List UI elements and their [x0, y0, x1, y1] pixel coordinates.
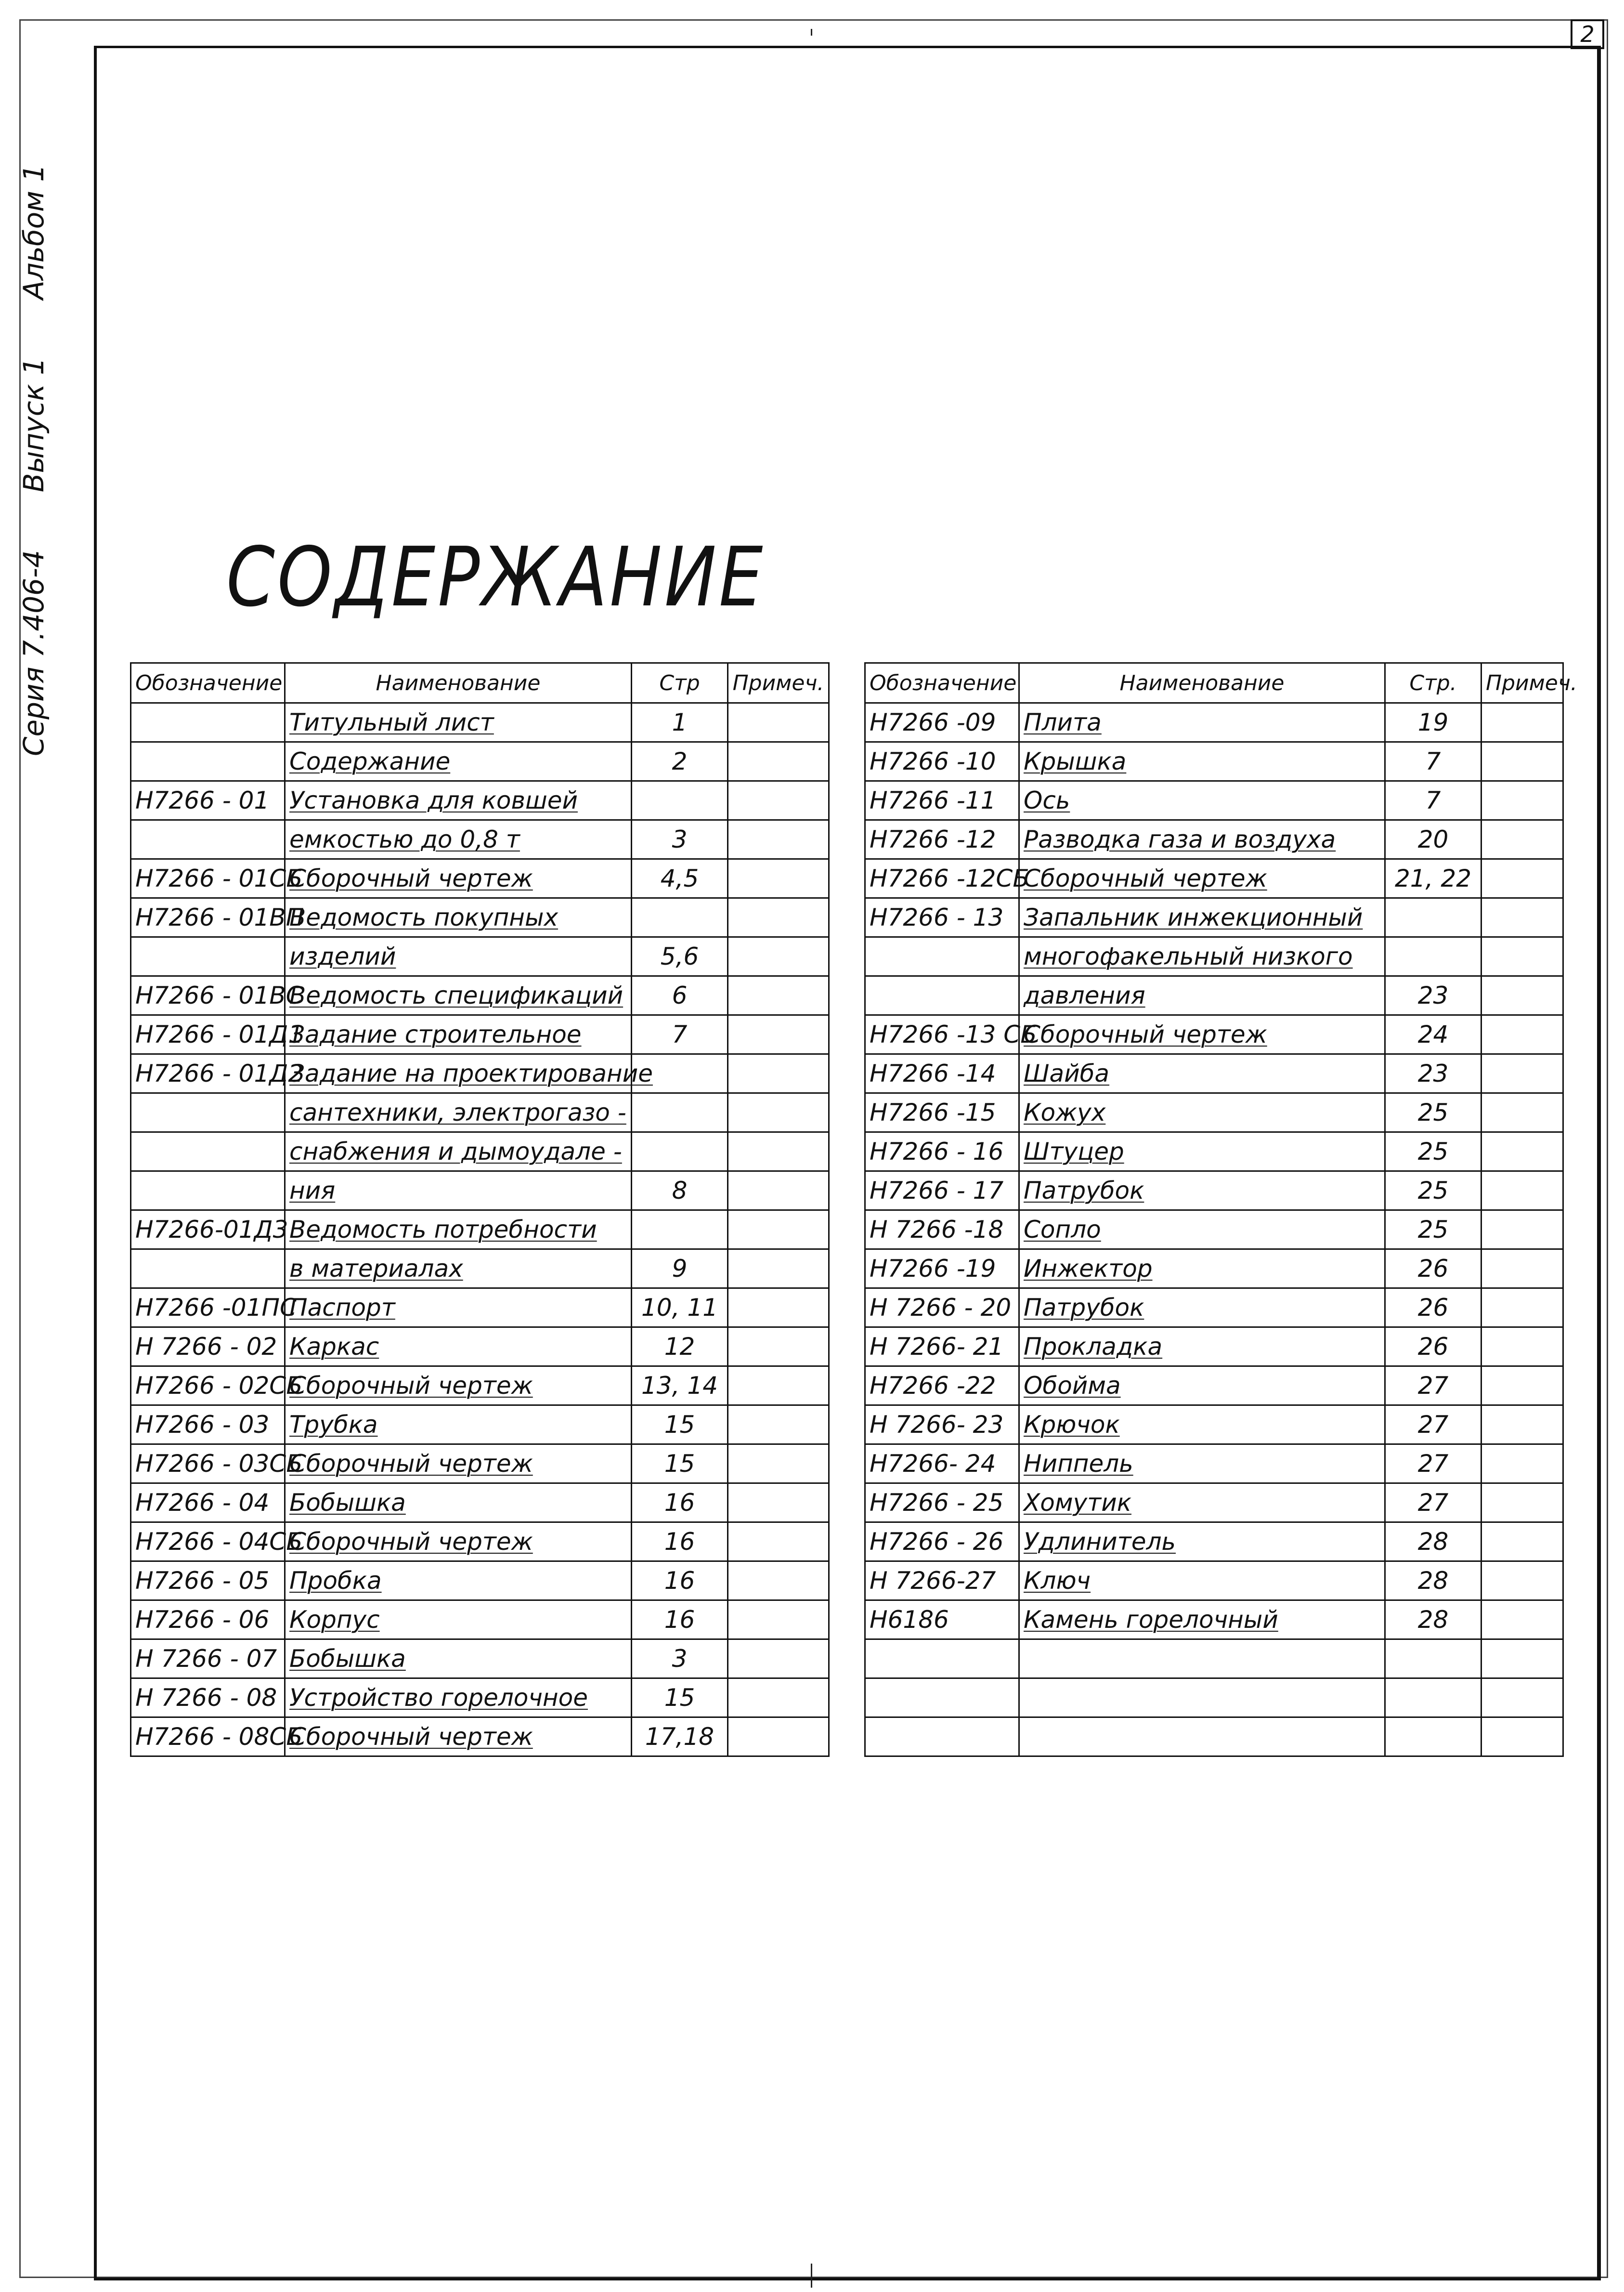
cell-designation: Н7266 - 01ВС [131, 976, 285, 1015]
cell-page [632, 1132, 728, 1171]
cell-note [1481, 1678, 1563, 1717]
header-note: Примеч. [728, 663, 829, 703]
cell-note [728, 1405, 829, 1444]
table-row [131, 1015, 829, 1054]
table-row [131, 898, 829, 937]
cell-name: Корпус [285, 1600, 632, 1639]
table-row [865, 1522, 1563, 1561]
cell-name: Сборочный чертеж [285, 1717, 632, 1756]
table-row [131, 1132, 829, 1171]
cell-designation: Н7266 - 03СБ [131, 1444, 285, 1483]
cell-note [1481, 1600, 1563, 1639]
binding-tick-bottom [811, 2264, 812, 2288]
toc-left-body [131, 703, 829, 1756]
cell-name: Крышка [1019, 742, 1385, 781]
cell-page: 23 [1385, 976, 1481, 1015]
header-designation: Обозначение [865, 663, 1019, 703]
side-issue: Выпуск 1 [17, 357, 50, 493]
table-header-row [131, 663, 829, 703]
cell-page: 19 [1385, 703, 1481, 742]
cell-designation [131, 820, 285, 859]
cell-note [1481, 1366, 1563, 1405]
cell-name: Сборочный чертеж [1019, 859, 1385, 898]
cell-page: 28 [1385, 1561, 1481, 1600]
cell-note [1481, 1171, 1563, 1210]
cell-page: 16 [632, 1561, 728, 1600]
cell-designation: Н7266 -19 [865, 1249, 1019, 1288]
table-row [865, 1327, 1563, 1366]
cell-note [1481, 1405, 1563, 1444]
cell-name: Инжектор [1019, 1249, 1385, 1288]
cell-designation: Н7266 - 06 [131, 1600, 285, 1639]
cell-note [728, 1678, 829, 1717]
table-row [131, 1249, 829, 1288]
cell-name: Ведомость потребности [285, 1210, 632, 1249]
table-row [865, 1717, 1563, 1756]
cell-designation: Н7266-01Д3 [131, 1210, 285, 1249]
table-row [865, 1639, 1563, 1678]
table-row [131, 1171, 829, 1210]
cell-page: 3 [632, 820, 728, 859]
cell-note [728, 781, 829, 820]
cell-name: Ключ [1019, 1561, 1385, 1600]
cell-note [728, 1639, 829, 1678]
table-row [865, 1483, 1563, 1522]
table-row [865, 1132, 1563, 1171]
table-row [865, 1054, 1563, 1093]
cell-note [1481, 1249, 1563, 1288]
cell-designation: Н7266 - 25 [865, 1483, 1019, 1522]
table-row [865, 1405, 1563, 1444]
cell-note [728, 1444, 829, 1483]
cell-designation: Н7266 - 01ВП [131, 898, 285, 937]
toc-table-left [130, 662, 830, 1757]
table-row [865, 1444, 1563, 1483]
cell-page: 6 [632, 976, 728, 1015]
cell-note [728, 820, 829, 859]
cell-page: 26 [1385, 1288, 1481, 1327]
cell-name: многофакельный низкого [1019, 937, 1385, 976]
cell-designation: Н 7266- 23 [865, 1405, 1019, 1444]
cell-designation: Н 7266 -18 [865, 1210, 1019, 1249]
table-row [865, 976, 1563, 1015]
cell-name: Хомутик [1019, 1483, 1385, 1522]
side-album: Альбом 1 [17, 164, 50, 300]
cell-note [1481, 1093, 1563, 1132]
cell-page [1385, 1678, 1481, 1717]
cell-designation [865, 937, 1019, 976]
cell-note [1481, 1561, 1563, 1600]
cell-designation [131, 742, 285, 781]
table-row [131, 1366, 829, 1405]
cell-page: 7 [632, 1015, 728, 1054]
toc-table-right [864, 662, 1577, 1757]
cell-page: 24 [1385, 1015, 1481, 1054]
cell-note [728, 1132, 829, 1171]
cell-page: 27 [1385, 1405, 1481, 1444]
cell-page [1385, 1639, 1481, 1678]
cell-page: 25 [1385, 1210, 1481, 1249]
table-row [131, 1678, 829, 1717]
cell-designation: Н7266 - 08СБ [131, 1717, 285, 1756]
cell-page [632, 781, 728, 820]
cell-note [728, 898, 829, 937]
cell-note [728, 1717, 829, 1756]
cell-designation: Н7266 -13 СБ [865, 1015, 1019, 1054]
cell-page: 26 [1385, 1327, 1481, 1366]
cell-note [728, 1366, 829, 1405]
cell-designation [131, 937, 285, 976]
table-row [131, 1561, 829, 1600]
cell-page: 7 [1385, 742, 1481, 781]
cell-page: 27 [1385, 1444, 1481, 1483]
table-row [865, 1015, 1563, 1054]
table-row [865, 1171, 1563, 1210]
side-series: Серия 7.406-4 [17, 550, 50, 756]
cell-name [1019, 1678, 1385, 1717]
table-row [865, 1249, 1563, 1288]
cell-name: Каркас [285, 1327, 632, 1366]
cell-designation: Н7266 - 01 [131, 781, 285, 820]
cell-name: Бобышка [285, 1639, 632, 1678]
cell-name: Камень горелочный [1019, 1600, 1385, 1639]
cell-designation: Н7266 - 01СБ [131, 859, 285, 898]
cell-name: Задание на проектирование [285, 1054, 632, 1093]
cell-designation: Н 7266 - 20 [865, 1288, 1019, 1327]
cell-note [1481, 1327, 1563, 1366]
cell-name: Сборочный чертеж [285, 859, 632, 898]
cell-page: 27 [1385, 1483, 1481, 1522]
cell-name: Ведомость спецификаций [285, 976, 632, 1015]
cell-name: Крючок [1019, 1405, 1385, 1444]
cell-page: 26 [1385, 1249, 1481, 1288]
cell-designation [131, 703, 285, 742]
table-row [131, 781, 829, 820]
cell-designation: Н7266 - 03 [131, 1405, 285, 1444]
cell-name: Титульный лист [285, 703, 632, 742]
cell-name: в материалах [285, 1249, 632, 1288]
cell-page: 28 [1385, 1522, 1481, 1561]
table-row [131, 1522, 829, 1561]
cell-note [728, 976, 829, 1015]
cell-designation: Н 7266-27 [865, 1561, 1019, 1600]
table-row [131, 1600, 829, 1639]
table-row [131, 859, 829, 898]
cell-note [728, 742, 829, 781]
cell-page: 21, 22 [1385, 859, 1481, 898]
cell-name [1019, 1639, 1385, 1678]
cell-page: 23 [1385, 1054, 1481, 1093]
cell-designation [131, 1249, 285, 1288]
table-row [865, 1561, 1563, 1600]
cell-page: 13, 14 [632, 1366, 728, 1405]
cell-note [1481, 1522, 1563, 1561]
cell-name: Обойма [1019, 1366, 1385, 1405]
cell-page: 25 [1385, 1093, 1481, 1132]
cell-designation [865, 976, 1019, 1015]
cell-page [632, 1210, 728, 1249]
table-row [865, 742, 1563, 781]
table-row [865, 703, 1563, 742]
cell-name: Патрубок [1019, 1288, 1385, 1327]
cell-name: Кожух [1019, 1093, 1385, 1132]
cell-name: Ведомость покупных [285, 898, 632, 937]
cell-page: 15 [632, 1444, 728, 1483]
toc-right-body [865, 703, 1563, 1756]
cell-designation: Н7266 - 17 [865, 1171, 1019, 1210]
cell-designation: Н7266 - 01Д1 [131, 1015, 285, 1054]
cell-note [1481, 1210, 1563, 1249]
cell-designation [131, 1093, 285, 1132]
cell-note [1481, 1015, 1563, 1054]
cell-note [1481, 1288, 1563, 1327]
table-row [131, 1444, 829, 1483]
cell-designation: Н7266 - 01Д2 [131, 1054, 285, 1093]
cell-designation: Н 7266 - 07 [131, 1639, 285, 1678]
cell-page: 5,6 [632, 937, 728, 976]
cell-page: 15 [632, 1678, 728, 1717]
side-label [5, 164, 63, 761]
binding-tick-top [811, 29, 812, 36]
cell-name: Ось [1019, 781, 1385, 820]
cell-designation: Н7266 - 26 [865, 1522, 1019, 1561]
cell-note [728, 1483, 829, 1522]
cell-designation: Н7266 -15 [865, 1093, 1019, 1132]
table-row [865, 1678, 1563, 1717]
cell-note [1481, 976, 1563, 1015]
table-row [131, 1405, 829, 1444]
cell-note [728, 1093, 829, 1132]
page-number: 2 [1571, 19, 1604, 49]
cell-note [728, 1288, 829, 1327]
header-name: Наименование [1019, 663, 1385, 703]
cell-note [1481, 1483, 1563, 1522]
cell-note [1481, 898, 1563, 937]
cell-note [1481, 937, 1563, 976]
cell-note [728, 1210, 829, 1249]
cell-page [632, 1093, 728, 1132]
cell-page [632, 898, 728, 937]
cell-designation: Н 7266 - 02 [131, 1327, 285, 1366]
cell-designation: Н7266 -22 [865, 1366, 1019, 1405]
table-row [131, 742, 829, 781]
cell-designation: Н6186 [865, 1600, 1019, 1639]
table-row [131, 976, 829, 1015]
cell-page: 16 [632, 1522, 728, 1561]
table-row [131, 937, 829, 976]
table-row [865, 859, 1563, 898]
cell-note [728, 937, 829, 976]
cell-name: Ниппель [1019, 1444, 1385, 1483]
cell-name: Трубка [285, 1405, 632, 1444]
cell-page: 4,5 [632, 859, 728, 898]
table-row [865, 1600, 1563, 1639]
header-designation: Обозначение [131, 663, 285, 703]
table-row [131, 703, 829, 742]
cell-name: Прокладка [1019, 1327, 1385, 1366]
cell-designation: Н7266 - 02СБ [131, 1366, 285, 1405]
cell-designation: Н7266 - 04СБ [131, 1522, 285, 1561]
table-row [131, 1327, 829, 1366]
cell-name: изделий [285, 937, 632, 976]
table-row [131, 1639, 829, 1678]
cell-note [1481, 781, 1563, 820]
cell-note [1481, 820, 1563, 859]
cell-name: Задание строительное [285, 1015, 632, 1054]
cell-page: 27 [1385, 1366, 1481, 1405]
table-row [865, 820, 1563, 859]
cell-designation [131, 1132, 285, 1171]
page-title: СОДЕРЖАНИЕ [226, 530, 766, 625]
cell-designation: Н7266 - 04 [131, 1483, 285, 1522]
cell-page: 15 [632, 1405, 728, 1444]
cell-page: 16 [632, 1483, 728, 1522]
cell-designation [865, 1639, 1019, 1678]
cell-page: 7 [1385, 781, 1481, 820]
cell-name: ния [285, 1171, 632, 1210]
table-row [131, 1093, 829, 1132]
table-header-row [865, 663, 1563, 703]
cell-designation: Н7266 -09 [865, 703, 1019, 742]
cell-name: Сборочный чертеж [285, 1366, 632, 1405]
header-page: Стр. [1385, 663, 1481, 703]
cell-note [728, 1561, 829, 1600]
cell-designation: Н7266 -11 [865, 781, 1019, 820]
cell-designation: Н7266- 24 [865, 1444, 1019, 1483]
cell-name: Запальник инжекционный [1019, 898, 1385, 937]
table-row [865, 1093, 1563, 1132]
cell-name: Сборочный чертеж [1019, 1015, 1385, 1054]
cell-page [1385, 898, 1481, 937]
cell-note [728, 1171, 829, 1210]
table-row [865, 937, 1563, 976]
cell-designation: Н7266 -14 [865, 1054, 1019, 1093]
cell-page: 2 [632, 742, 728, 781]
cell-designation: Н7266 -01ПС [131, 1288, 285, 1327]
cell-note [728, 1600, 829, 1639]
cell-page: 16 [632, 1600, 728, 1639]
cell-note [728, 1054, 829, 1093]
cell-page: 1 [632, 703, 728, 742]
cell-note [1481, 859, 1563, 898]
cell-note [728, 703, 829, 742]
header-note: Примеч. [1481, 663, 1563, 703]
cell-designation: Н7266 -12СБ [865, 859, 1019, 898]
cell-note [1481, 1444, 1563, 1483]
cell-page [1385, 937, 1481, 976]
cell-designation: Н7266 - 13 [865, 898, 1019, 937]
cell-note [1481, 1639, 1563, 1678]
cell-designation: Н7266 -12 [865, 820, 1019, 859]
cell-name [1019, 1717, 1385, 1756]
cell-note [1481, 1717, 1563, 1756]
cell-name: Шайба [1019, 1054, 1385, 1093]
cell-name: Бобышка [285, 1483, 632, 1522]
table-row [131, 1717, 829, 1756]
table-row [865, 1210, 1563, 1249]
cell-page [1385, 1717, 1481, 1756]
cell-note [728, 1015, 829, 1054]
cell-page: 10, 11 [632, 1288, 728, 1327]
cell-name: Устройство горелочное [285, 1678, 632, 1717]
cell-designation: Н7266 - 16 [865, 1132, 1019, 1171]
cell-note [1481, 742, 1563, 781]
cell-note [728, 1249, 829, 1288]
table-row [131, 1210, 829, 1249]
cell-name: Паспорт [285, 1288, 632, 1327]
cell-page: 28 [1385, 1600, 1481, 1639]
cell-name: Сборочный чертеж [285, 1522, 632, 1561]
cell-note [1481, 1054, 1563, 1093]
cell-designation: Н 7266- 21 [865, 1327, 1019, 1366]
cell-designation: Н7266 - 05 [131, 1561, 285, 1600]
table-row [865, 781, 1563, 820]
cell-page: 20 [1385, 820, 1481, 859]
cell-designation: Н 7266 - 08 [131, 1678, 285, 1717]
cell-page: 8 [632, 1171, 728, 1210]
cell-name: емкостью до 0,8 т [285, 820, 632, 859]
header-page: Стр [632, 663, 728, 703]
table-row [865, 1288, 1563, 1327]
cell-page: 25 [1385, 1171, 1481, 1210]
cell-note [728, 859, 829, 898]
cell-name: Плита [1019, 703, 1385, 742]
cell-name: снабжения и дымоудале - [285, 1132, 632, 1171]
cell-page: 3 [632, 1639, 728, 1678]
table-row [131, 1288, 829, 1327]
table-row [865, 1366, 1563, 1405]
cell-designation [865, 1717, 1019, 1756]
cell-page: 12 [632, 1327, 728, 1366]
table-row [865, 898, 1563, 937]
cell-note [1481, 1132, 1563, 1171]
cell-name: Сборочный чертеж [285, 1444, 632, 1483]
cell-name: Содержание [285, 742, 632, 781]
cell-note [1481, 703, 1563, 742]
table-row [131, 820, 829, 859]
cell-name: Удлинитель [1019, 1522, 1385, 1561]
cell-name: Разводка газа и воздуха [1019, 820, 1385, 859]
cell-designation: Н7266 -10 [865, 742, 1019, 781]
cell-page: 25 [1385, 1132, 1481, 1171]
cell-name: давления [1019, 976, 1385, 1015]
cell-designation [865, 1678, 1019, 1717]
cell-name: Установка для ковшей [285, 781, 632, 820]
cell-page: 17,18 [632, 1717, 728, 1756]
header-name: Наименование [285, 663, 632, 703]
cell-name: сантехники, электрогазо - [285, 1093, 632, 1132]
cell-name: Сопло [1019, 1210, 1385, 1249]
cell-page: 9 [632, 1249, 728, 1288]
cell-name: Штуцер [1019, 1132, 1385, 1171]
cell-designation [131, 1171, 285, 1210]
cell-name: Пробка [285, 1561, 632, 1600]
table-row [131, 1483, 829, 1522]
table-row [131, 1054, 829, 1093]
cell-name: Патрубок [1019, 1171, 1385, 1210]
cell-note [728, 1327, 829, 1366]
cell-note [728, 1522, 829, 1561]
